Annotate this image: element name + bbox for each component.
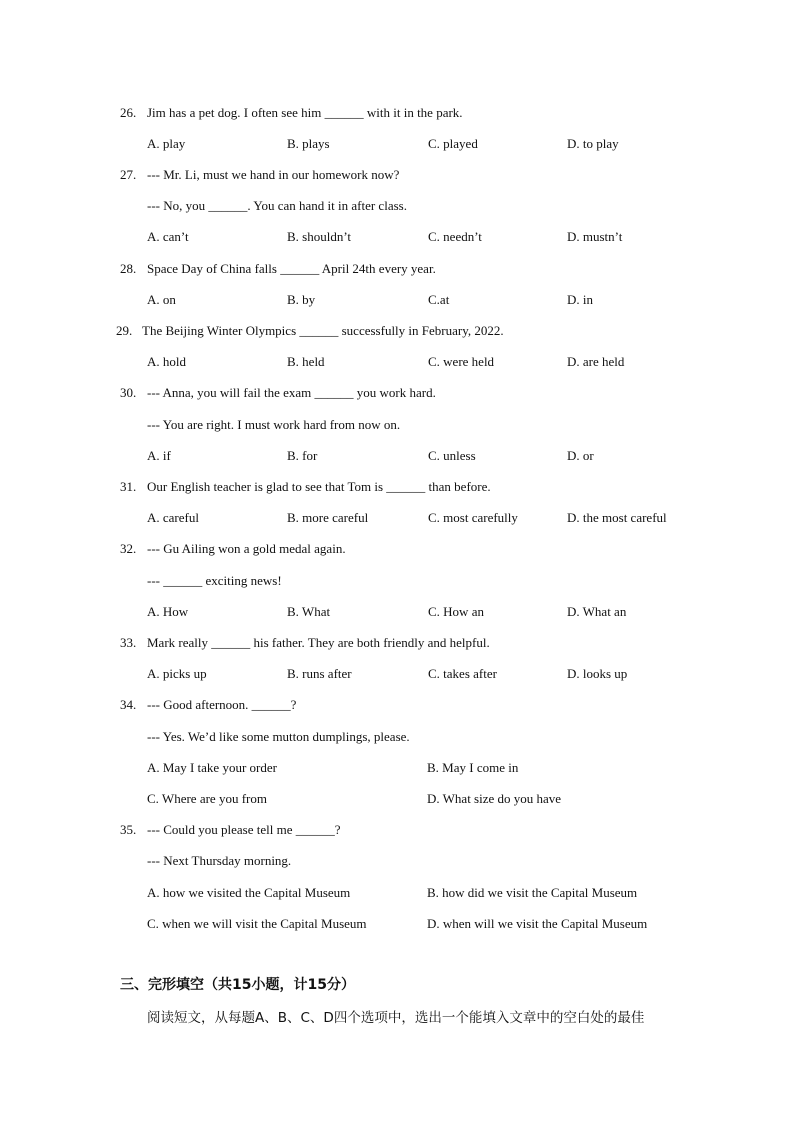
option-a: A. picks up xyxy=(147,666,207,681)
question-stem: --- Anna, you will fail the exam ______ you work hard. xyxy=(147,385,436,400)
question-stem: Mark really ______ his father. They are both friendly and helpful. xyxy=(147,635,490,650)
option-b: B. runs after xyxy=(287,666,352,681)
question-stem: --- Good afternoon. ______? xyxy=(147,697,297,712)
section-instruction: 阅读短文，从每题A、B、C、D四个选项中，选出一个能填入文章中的空白处的最佳 xyxy=(147,1010,645,1026)
question-number: 30. xyxy=(120,385,137,400)
option-b: B. held xyxy=(287,354,325,369)
option-d: D. What size do you have xyxy=(427,791,562,806)
option-d: D. to play xyxy=(567,136,619,151)
section-heading: 三、完形填空（共15小题，计15分） xyxy=(120,977,355,993)
option-a: A. how we visited the Capital Museum xyxy=(147,885,351,900)
option-a: A. can’t xyxy=(147,229,189,244)
option-d: D. What an xyxy=(567,604,627,619)
option-c: C.at xyxy=(428,292,450,307)
question-stem-line: --- You are right. I must work hard from now on. xyxy=(147,417,401,432)
option-d: D. or xyxy=(567,448,594,463)
option-b: B. May I come in xyxy=(427,760,519,775)
option-c: C. most carefully xyxy=(428,510,518,525)
option-a: A. if xyxy=(147,448,171,463)
option-b: B. how did we visit the Capital Museum xyxy=(427,885,638,900)
option-c: C. Where are you from xyxy=(147,791,267,806)
question-stem-line: --- Yes. We’d like some mutton dumplings, please. xyxy=(147,729,410,744)
option-b: B. plays xyxy=(287,136,330,151)
option-d: D. the most careful xyxy=(567,510,667,525)
option-c: C. when we will visit the Capital Museum xyxy=(147,916,367,931)
option-b: B. for xyxy=(287,448,318,463)
option-a: A. on xyxy=(147,292,176,307)
option-c: C. were held xyxy=(428,354,495,369)
option-a: A. May I take your order xyxy=(147,760,277,775)
option-c: C. played xyxy=(428,136,478,151)
question-stem: Our English teacher is glad to see that Tom is ______ than before. xyxy=(147,479,491,494)
option-d: D. in xyxy=(567,292,593,307)
question-stem: --- Gu Ailing won a gold medal again. xyxy=(147,541,346,556)
question-number: 29. xyxy=(116,323,133,338)
question-number: 28. xyxy=(120,261,137,276)
option-d: D. looks up xyxy=(567,666,628,681)
question-number: 32. xyxy=(120,541,137,556)
option-a: A. How xyxy=(147,604,189,619)
option-c: C. unless xyxy=(428,448,476,463)
question-stem: --- Could you please tell me ______? xyxy=(147,822,341,837)
question-stem-line: --- No, you ______. You can hand it in after class. xyxy=(147,198,407,213)
option-d: D. mustn’t xyxy=(567,229,623,244)
option-d: D. when will we visit the Capital Museum xyxy=(427,916,648,931)
option-c: C. How an xyxy=(428,604,484,619)
question-number: 27. xyxy=(120,167,137,182)
question-stem-line: --- Next Thursday morning. xyxy=(147,853,292,868)
question-stem: --- Mr. Li, must we hand in our homework now? xyxy=(147,167,400,182)
option-c: C. needn’t xyxy=(428,229,482,244)
option-a: A. play xyxy=(147,136,186,151)
question-number: 34. xyxy=(120,697,137,712)
option-b: B. more careful xyxy=(287,510,369,525)
option-b: B. shouldn’t xyxy=(287,229,352,244)
question-number: 33. xyxy=(120,635,137,650)
question-stem: Space Day of China falls ______ April 24th every year. xyxy=(147,261,436,276)
question-number: 31. xyxy=(120,479,137,494)
option-a: A. careful xyxy=(147,510,199,525)
option-a: A. hold xyxy=(147,354,186,369)
question-stem-line: --- ______ exciting news! xyxy=(147,573,282,588)
option-d: D. are held xyxy=(567,354,625,369)
option-b: B. What xyxy=(287,604,331,619)
question-stem: Jim has a pet dog. I often see him ______ with it in the park. xyxy=(147,105,463,120)
option-b: B. by xyxy=(287,292,316,307)
question-number: 26. xyxy=(120,105,137,120)
option-c: C. takes after xyxy=(428,666,497,681)
question-number: 35. xyxy=(120,822,137,837)
question-stem: The Beijing Winter Olympics ______ successfully in February, 2022. xyxy=(142,323,504,338)
